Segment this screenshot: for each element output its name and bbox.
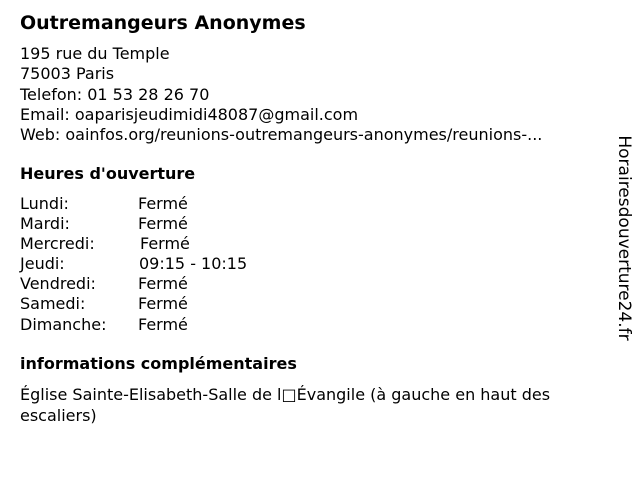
additional-info-heading: informations complémentaires xyxy=(20,354,297,373)
day-label: Lundi: xyxy=(20,194,69,213)
email-address: Email: oaparisjeudimidi48087@gmail.com xyxy=(20,104,359,124)
day-label: Jeudi: xyxy=(20,254,65,274)
hours-value: Fermé xyxy=(138,194,188,213)
hours-row-wednesday xyxy=(20,234,420,254)
website-url: Web: oainfos.org/reunions-outremangeurs-anonymes/reunions-... xyxy=(20,125,543,145)
hours-row-monday xyxy=(20,194,420,214)
phone-number: Telefon: 01 53 28 26 70 xyxy=(20,84,210,104)
hours-value: Fermé xyxy=(140,234,190,254)
page-title: Outremangeurs Anonymes xyxy=(20,12,306,34)
address-block xyxy=(20,44,542,145)
hours-value: Fermé xyxy=(138,294,188,314)
city-postcode: 75003 Paris xyxy=(20,64,115,84)
hours-row-thursday xyxy=(20,254,420,274)
hours-value: Fermé xyxy=(138,274,188,294)
day-label: Vendredi: xyxy=(20,274,96,294)
street-address: 195 rue du Temple xyxy=(20,44,170,63)
additional-info-text: Église Sainte-Elisabeth-Salle de l□Évangile (à gauche en haut des escaliers) xyxy=(20,385,551,425)
day-label: Mardi: xyxy=(20,214,70,234)
hours-value: Fermé xyxy=(138,214,188,234)
hours-row-tuesday xyxy=(20,214,420,234)
hours-row-sunday xyxy=(20,315,420,335)
hours-value: Fermé xyxy=(138,314,188,334)
hours-row-saturday xyxy=(20,294,420,314)
day-label: Mercredi: xyxy=(20,234,95,254)
day-label: Dimanche: xyxy=(20,314,107,334)
hours-value: 09:15 - 10:15 xyxy=(139,254,248,274)
opening-hours-list xyxy=(20,194,420,335)
day-label: Samedi: xyxy=(20,294,86,314)
opening-hours-heading: Heures d'ouverture xyxy=(20,164,196,183)
site-watermark: Horairesdouverture24.fr xyxy=(614,135,634,341)
hours-row-friday xyxy=(20,274,420,294)
